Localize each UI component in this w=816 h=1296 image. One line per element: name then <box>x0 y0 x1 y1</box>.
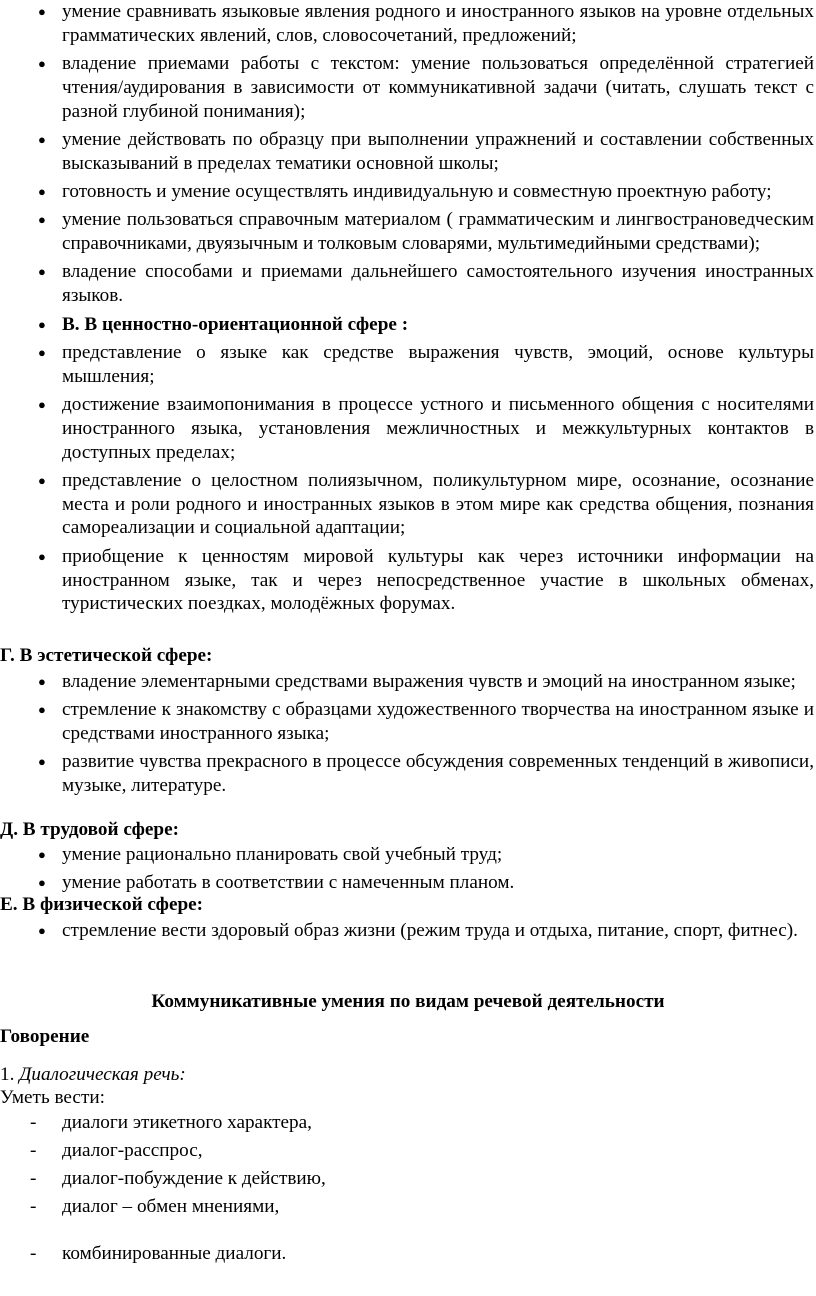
list-item-text: стремление вести здоровый образ жизни (режим труда и отдыха, питание, спорт, фитнес). <box>62 920 798 941</box>
list-item <box>0 871 816 895</box>
list-item-text: умение действовать по образцу при выполнении упражнений и составлении собственных высказываний в пределах тематики основной школы; <box>62 128 814 174</box>
dash-item-text: диалог-побуждение к действию, <box>62 1168 326 1189</box>
dash-icon: - <box>30 1168 37 1189</box>
bullet-icon: ● <box>38 923 46 938</box>
bullet-icon: ● <box>38 344 46 360</box>
dialog-label: Диалогическая речь: <box>19 1064 186 1085</box>
list-item-text: владение способами и приемами дальнейшего самостоятельного изучения иностранных языков. <box>62 261 814 307</box>
list-item <box>0 260 816 308</box>
subsection-speaking: Говорение <box>0 1026 90 1047</box>
list-item-text: представление о языке как средстве выражения чувств, эмоций, основе культуры мышления; <box>62 341 814 387</box>
bullet-icon: ● <box>38 674 46 689</box>
bullet-list-competencies <box>0 0 816 621</box>
list-item-text: владение приемами работы с текстом: умение пользоваться определённой стратегией чтения/аудирования в зависимости от коммуникативной задачи (читать, слушать текст с разной глубиной понимания); <box>62 53 814 122</box>
bullet-icon: ● <box>38 702 46 718</box>
list-item-text: приобщение к ценностям мировой культуры как через источники информации на иностранном языке, так и через непосредственное участие в школьных обменах, туристических поездках, молодёжных форумах. <box>62 545 814 615</box>
bullet-icon: ● <box>38 184 46 200</box>
list-item <box>0 208 816 256</box>
bullet-icon: ● <box>38 396 46 412</box>
dash-icon: - <box>30 1243 37 1264</box>
skills-intro: Уметь вести: <box>0 1087 105 1108</box>
bullet-icon: ● <box>38 847 46 862</box>
list-item <box>0 341 816 389</box>
dash-item-text: диалог – обмен мнениями, <box>62 1196 280 1217</box>
dialog-number: 1. <box>0 1064 20 1085</box>
bullet-icon: ● <box>38 56 46 72</box>
bullet-icon: ● <box>38 131 46 147</box>
bullet-list-labor <box>0 843 816 900</box>
dash-icon: - <box>30 1196 37 1217</box>
list-item <box>0 128 816 176</box>
bullet-list-aesthetic <box>0 670 816 802</box>
bullet-list-physical <box>0 919 816 947</box>
dash-icon: - <box>30 1140 37 1161</box>
bullet-icon: ● <box>38 548 46 564</box>
list-item <box>0 750 816 798</box>
heading-labor: Д. В трудовой сфере: <box>0 819 179 840</box>
bullet-icon: ● <box>38 264 46 280</box>
list-item-text: умение рационально планировать свой учебный труд; <box>62 844 503 865</box>
list-item <box>0 0 816 48</box>
list-item-text: умение работать в соответствии с намеченным планом. <box>62 872 515 894</box>
list-item <box>0 180 816 204</box>
list-item-text: В. В ценностно-ориентационной сфере : <box>62 313 409 335</box>
list-item-text: стремление к знакомству с образцами художественного творчества на иностранном языке и средствами иностранного языка; <box>62 699 814 745</box>
list-item <box>0 843 816 867</box>
bullet-icon: ● <box>38 472 46 488</box>
heading-aesthetic: Г. В эстетической сфере: <box>0 645 213 666</box>
dialog-heading <box>0 1063 186 1087</box>
bullet-icon: ● <box>38 4 46 19</box>
list-item <box>0 313 816 337</box>
bullet-icon: ● <box>38 875 46 891</box>
dash-icon: - <box>30 1112 37 1133</box>
dash-item-text: диалог-расспрос, <box>62 1140 203 1161</box>
list-item <box>0 393 816 464</box>
dash-item-text: комбинированные диалоги. <box>62 1243 287 1264</box>
list-item <box>0 545 816 616</box>
list-item <box>0 919 816 943</box>
list-item-text: умение пользоваться справочным материалом ( грамматическим и лингвострановедческим справочниками, двуязычным и толковым словарями, мультимедийными средствами); <box>62 209 814 255</box>
bullet-icon: ● <box>38 316 46 332</box>
list-item-text: умение сравнивать языковые явления родного и иностранного языков на уровне отдельных грамматических явлений, слов, словосочетаний, предложений; <box>62 1 814 46</box>
bullet-icon: ● <box>38 754 46 770</box>
list-item <box>0 698 816 746</box>
list-item <box>0 52 816 123</box>
list-item-text: представление о целостном полиязычном, поликультурном мире, осознание, осознание места и роли родного и иностранных языков в этом мире как средства общения, познания самореализации и социальной адаптации; <box>62 469 814 539</box>
section-title: Коммуникативные умения по видам речевой деятельности <box>151 991 665 1012</box>
dash-item-text: диалоги этикетного характера, <box>62 1112 312 1133</box>
list-item <box>0 469 816 540</box>
heading-physical: Е. В физической сфере: <box>0 894 204 915</box>
bullet-icon: ● <box>38 212 46 228</box>
list-item <box>0 670 816 694</box>
list-item-text: готовность и умение осуществлять индивидуальную и совместную проектную работу; <box>62 181 772 203</box>
list-item-text: достижение взаимопонимания в процессе устного и письменного общения с носителями иностранного языка, установления межличностных и межкультурных контактов в доступных пределах; <box>62 393 814 463</box>
list-item-text: владение элементарными средствами выражения чувств и эмоций на иностранном языке; <box>62 671 796 692</box>
list-item-text: развитие чувства прекрасного в процессе обсуждения современных тенденций в живописи, музыке, литературе. <box>62 751 814 797</box>
